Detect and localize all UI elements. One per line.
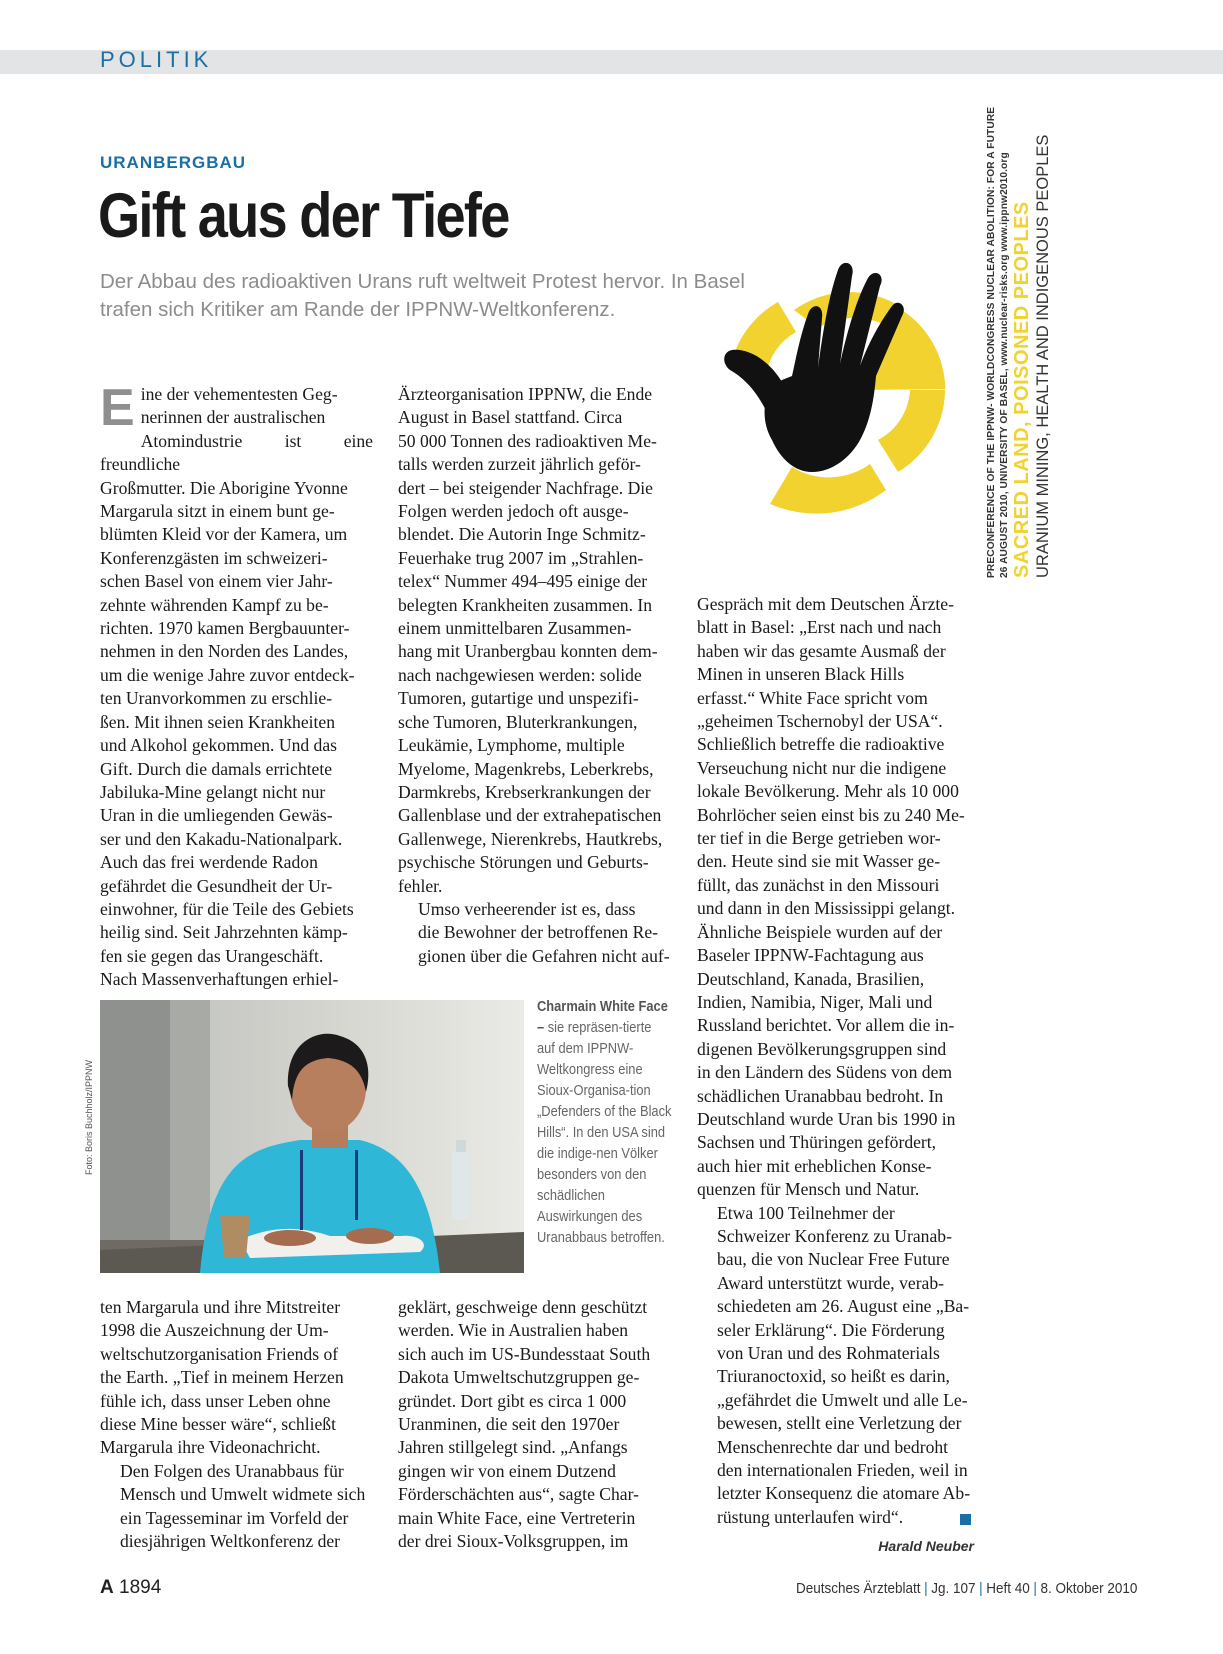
article-photo xyxy=(100,1000,524,1273)
text-line: nach nachgewiesen werden: solide xyxy=(398,664,642,685)
text-line: diesjährigen Weltkonferenz der xyxy=(120,1531,341,1552)
text-line: Auch das frei werdende Radon xyxy=(100,852,318,873)
text-line: 50 000 Tonnen des radioaktiven Me- xyxy=(398,430,657,451)
text-line: der drei Sioux-Volksgruppen, im xyxy=(398,1531,629,1552)
text-line: quenzen für Mensch und Natur. xyxy=(697,1179,920,1200)
conference-line-3: SACRED LAND, POISONED PEOPLES xyxy=(1011,201,1033,578)
text-line: Verseuchung nicht nur die indigene xyxy=(697,757,947,778)
text-line: ine der vehementesten Geg- xyxy=(140,384,338,404)
text-line: ein Tagesseminar im Vorfeld der xyxy=(120,1507,349,1528)
text-line: Darmkrebs, Krebserkrankungen der xyxy=(398,781,651,802)
text-line: haben wir das gesamte Ausmaß der xyxy=(697,640,946,661)
text-line: Myelome, Magenkrebs, Leberkrebs, xyxy=(398,758,654,779)
text-line: Nach Massenverhaftungen erhiel- xyxy=(100,969,339,990)
text-line: schädlichen Uranabbau bedroht. In xyxy=(697,1085,944,1106)
text-line: gefährdet die Gesundheit der Ur- xyxy=(100,875,333,896)
text-line: bewesen, stellt eine Verletzung der xyxy=(717,1413,962,1434)
text-line: die Bewohner der betroffenen Re- xyxy=(418,922,659,943)
text-line: dert – bei steigender Nachfrage. Die xyxy=(398,477,653,498)
text-line: blatt in Basel: „Erst nach und nach xyxy=(697,617,942,638)
text-line: letzter Konsequenz die atomare Ab- xyxy=(717,1483,971,1504)
text-line: erfasst.“ White Face spricht vom xyxy=(697,687,928,708)
text-line: Förderschächten aus“, sagte Char- xyxy=(398,1484,639,1505)
text-line: Schweizer Konferenz zu Uranab- xyxy=(717,1225,952,1246)
text-line: rüstung unterlaufen wird“. xyxy=(717,1506,904,1527)
text-line: gionen über die Gefahren nicht auf- xyxy=(418,945,670,966)
column-2-paragraph-2 xyxy=(398,898,671,968)
text-line: Russland berichtet. Vor allem die in- xyxy=(697,1015,955,1036)
article-deck: Der Abbau des radioaktiven Urans ruft weltweit Protest hervor. In Basel trafen sich Kritiker am Rande der IPPNW-Weltkonferenz. xyxy=(100,270,745,321)
text-line: talls werden zurzeit jährlich geför- xyxy=(398,454,641,475)
text-line: gründet. Dort gibt es circa 1 000 xyxy=(398,1390,627,1411)
text-line: Mensch und Umwelt widmete sich xyxy=(120,1484,366,1505)
text-line: Deutschland wurde Uran bis 1990 in xyxy=(697,1108,956,1129)
text-line: sich auch im US-Bundesstaat South xyxy=(398,1343,651,1364)
text-line: digenen Bevölkerungsgruppen sind xyxy=(697,1038,947,1059)
text-line: Uranminen, die seit den 1970er xyxy=(398,1414,620,1435)
text-line: weltschutzorganisation Friends of xyxy=(100,1343,339,1364)
column-2-bottom-text xyxy=(398,1296,671,1553)
journal-name: Deutsches Ärzteblatt xyxy=(796,1580,921,1597)
column-3-paragraph-1 xyxy=(697,593,971,1202)
journal-date: 8. Oktober 2010 xyxy=(1040,1580,1138,1597)
text-line: fühle ich, dass unser Leben ohne xyxy=(100,1390,331,1411)
column-1-bottom xyxy=(100,1296,373,1553)
journal-issue: Heft 40 xyxy=(986,1580,1030,1597)
text-line: Ärzteorganisation IPPNW, die Ende xyxy=(398,384,653,404)
journal-footer: Deutsches Ärzteblatt | Jg. 107 | Heft 40 | 8. Oktober 2010 xyxy=(796,1580,1138,1597)
text-line: ten Margarula und ihre Mitstreiter xyxy=(100,1297,341,1317)
text-line: Uran in die umliegenden Gewäs- xyxy=(100,805,333,826)
text-line: ten Uranvorkommen zu erschlie- xyxy=(100,688,333,709)
text-line: seler Erklärung“. Die Förderung xyxy=(717,1319,945,1340)
text-line: nehmen in den Norden des Landes, xyxy=(100,641,349,662)
text-line: geklärt, geschweige denn geschützt xyxy=(398,1297,648,1317)
text-line: einem unmittelbaren Zusammen- xyxy=(398,618,632,639)
text-line: werden. Wie in Australien haben xyxy=(398,1320,629,1341)
text-line: Jahren stillgelegt sind. „Anfangs xyxy=(398,1437,628,1458)
text-line: ter tief in die Berge getrieben wor- xyxy=(697,828,941,849)
text-line: Schließlich betreffe die radioaktive xyxy=(697,734,945,755)
text-line: Dakota Umweltschutzgruppen ge- xyxy=(398,1367,640,1388)
text-line: füllt, das zunächst in den Missouri xyxy=(697,874,940,895)
text-line: heilig sind. Seit Jahrzehnten kämp- xyxy=(100,922,348,943)
text-line: hang mit Uranbergbau konnten dem- xyxy=(398,641,658,662)
text-line: schiedeten am 26. August eine „Ba- xyxy=(717,1296,970,1317)
text-line: den. Heute sind sie mit Wasser ge- xyxy=(697,851,941,872)
text-line: einwohner, für die Teile des Gebiets xyxy=(100,898,354,919)
photo-woman-at-conference xyxy=(100,1000,524,1273)
caption-text: sie repräsen-​tierte auf dem IPPNW-Weltkongress eine Sioux-Organisa-​tion „Defenders of the Black Hills“. In den USA sind die indige-​nen Völker besonders von den schädlichen Auswirkungen des Uranabbaus betroffen. xyxy=(537,1020,672,1246)
text-line: nerinnen der australischen xyxy=(140,407,326,428)
column-1-top xyxy=(100,379,373,992)
text-line: von Uran und des Rohmaterials xyxy=(717,1343,940,1363)
text-line: schen Basel von einem vier Jahr- xyxy=(100,571,333,592)
text-line: Jabiluka-Mine gelangt nicht nur xyxy=(100,781,326,802)
text-line: sche Tumoren, Bluterkrankungen, xyxy=(398,711,638,732)
text-line: lokale Bevölkerung. Mehr als 10 000 xyxy=(697,781,959,802)
text-line: zehnte währenden Kampf zu be- xyxy=(100,594,329,615)
text-line: Bohrlöcher seien einst bis zu 240 Me- xyxy=(697,804,965,825)
column-1-bottom-paragraph-1 xyxy=(100,1296,373,1460)
page-folio xyxy=(100,1577,161,1599)
hand-print-icon xyxy=(724,263,904,472)
text-line: in den Ländern des Südens von dem xyxy=(697,1062,953,1083)
column-2-top xyxy=(398,383,671,968)
article-headline: Gift aus der Tiefe xyxy=(98,181,509,251)
text-line: the Earth. „Tief in meinem Herzen xyxy=(100,1367,344,1388)
text-line: gingen wir von einem Dutzend xyxy=(398,1460,616,1481)
text-line: Gallenwege, Nierenkrebs, Hautkrebs, xyxy=(398,828,663,849)
text-line: Menschenrechte dar und bedroht xyxy=(717,1436,949,1457)
radiation-hand-graphic xyxy=(700,240,985,550)
column-1-top-text xyxy=(100,379,373,992)
column-2-paragraph-1 xyxy=(398,383,671,898)
end-mark xyxy=(960,1514,971,1525)
conference-line-2: 26 AUGUST 2010, UNIVERSITY OF BASEL, www.nuclear-risks.org www.ippnw2010.org xyxy=(999,152,1010,578)
text-line: Gift. Durch die damals errichtete xyxy=(100,758,333,779)
column-3 xyxy=(697,593,971,1529)
text-line: Triuranoctoxid, so heißt es darin, xyxy=(717,1366,950,1387)
text-line: telex“ Nummer 494–495 einige der xyxy=(398,571,648,592)
text-line: Atomindustrie ist eine freundliche xyxy=(100,430,373,475)
caption-name: Charmain White Face – xyxy=(537,999,668,1036)
conference-line-1: PRECONFERENCE OF THE IPPNW- WORLDCONGRESS NUCLEAR ABOLITION: FOR A FUTURE xyxy=(986,106,997,578)
text-line: Etwa 100 Teilnehmer der xyxy=(717,1202,895,1223)
text-line: und Alkohol gekommen. Und das xyxy=(100,735,338,756)
text-line: Deutschland, Kanada, Brasilien, xyxy=(697,968,925,989)
folio-prefix: A xyxy=(100,1577,114,1598)
text-line: Großmutter. Die Aborigine Yvonne xyxy=(100,477,348,498)
text-line: blendet. Die Autorin Inge Schmitz- xyxy=(398,524,646,545)
text-line: und dann in den Mississippi gelangt. xyxy=(697,898,956,919)
text-line: psychische Störungen und Geburts- xyxy=(398,852,649,873)
text-line: Konferenzgästen im schweizeri- xyxy=(100,547,328,568)
text-line: fen sie gegen das Urangeschäft. xyxy=(100,945,324,966)
text-line: Indien, Namibia, Niger, Mali und xyxy=(697,991,933,1012)
text-line: um die wenige Jahre zuvor entdeck- xyxy=(100,664,355,685)
text-line: auch hier mit erheblichen Konse- xyxy=(697,1155,932,1176)
text-line: „gefährdet die Umwelt und alle Le- xyxy=(717,1389,968,1410)
text-line: ßen. Mit ihnen seien Krankheiten xyxy=(100,711,336,732)
text-line: „geheimen Tschernobyl der USA“. xyxy=(697,711,943,732)
text-line: Folgen werden jedoch oft ausge- xyxy=(398,501,629,522)
text-line: Award unterstützt wurde, verab- xyxy=(717,1272,945,1293)
conference-line-4: URANIUM MINING, HEALTH AND INDIGENOUS PEOPLES xyxy=(1034,134,1052,578)
text-line: Den Folgen des Uranabbaus für xyxy=(120,1460,344,1481)
text-line: richten. 1970 kamen Bergbauunter- xyxy=(100,618,350,639)
author-byline: Harald Neuber xyxy=(878,1538,974,1554)
text-line: Minen in unseren Black Hills xyxy=(697,664,905,685)
text-line: 1998 die Auszeichnung der Um- xyxy=(100,1320,329,1341)
journal-volume: Jg. 107 xyxy=(931,1580,976,1597)
text-line: Umso verheerender ist es, dass xyxy=(418,898,636,919)
text-line: belegten Krankheiten zusammen. In xyxy=(398,594,653,615)
text-line: Feuerhake trug 2007 im „Strahlen- xyxy=(398,547,644,568)
section-label: POLITIK xyxy=(100,47,213,72)
text-line: blümten Kleid vor der Kamera, um xyxy=(100,524,348,545)
column-2-bottom xyxy=(398,1296,671,1553)
text-line: Gespräch mit dem Deutschen Ärzte- xyxy=(697,594,954,614)
text-line: main White Face, eine Vertreterin xyxy=(398,1507,636,1528)
column-3-paragraph-2 xyxy=(697,1202,971,1530)
text-line: August in Basel stattfand. Circa xyxy=(398,407,623,428)
text-line: Margarula ihre Videonachricht. xyxy=(100,1437,321,1458)
photo-credit: Foto: Boris Buchholz/IPPNW xyxy=(84,1059,94,1175)
text-line: den internationalen Frieden, weil in xyxy=(717,1460,968,1481)
conference-vertical-text xyxy=(985,106,1053,578)
text-line: Baseler IPPNW-Fachtagung aus xyxy=(697,945,924,966)
article-kicker: URANBERGBAU xyxy=(100,153,247,172)
text-line: Leukämie, Lymphome, multiple xyxy=(398,735,625,756)
photo-caption xyxy=(537,997,672,1249)
text-line: diese Mine besser wäre“, schließt xyxy=(100,1414,336,1435)
column-1-bottom-paragraph-2 xyxy=(100,1460,373,1554)
text-line: Tumoren, gutartige und unspezifi- xyxy=(398,688,639,709)
text-line: bau, die von Nuclear Free Future xyxy=(717,1249,950,1270)
text-line: Gallenblase und der extrahepatischen xyxy=(398,805,662,826)
drop-cap: E xyxy=(100,379,135,437)
text-line: fehler. xyxy=(398,875,443,896)
page-number: 1894 xyxy=(119,1577,162,1598)
text-line: Sachsen und Thüringen gefördert, xyxy=(697,1132,937,1153)
text-line: Margarula sitzt in einem bunt ge- xyxy=(100,501,335,522)
text-line: ser und den Kakadu-Nationalpark. xyxy=(100,828,343,849)
text-line: Ähnliche Beispiele wurden auf der xyxy=(697,921,943,942)
